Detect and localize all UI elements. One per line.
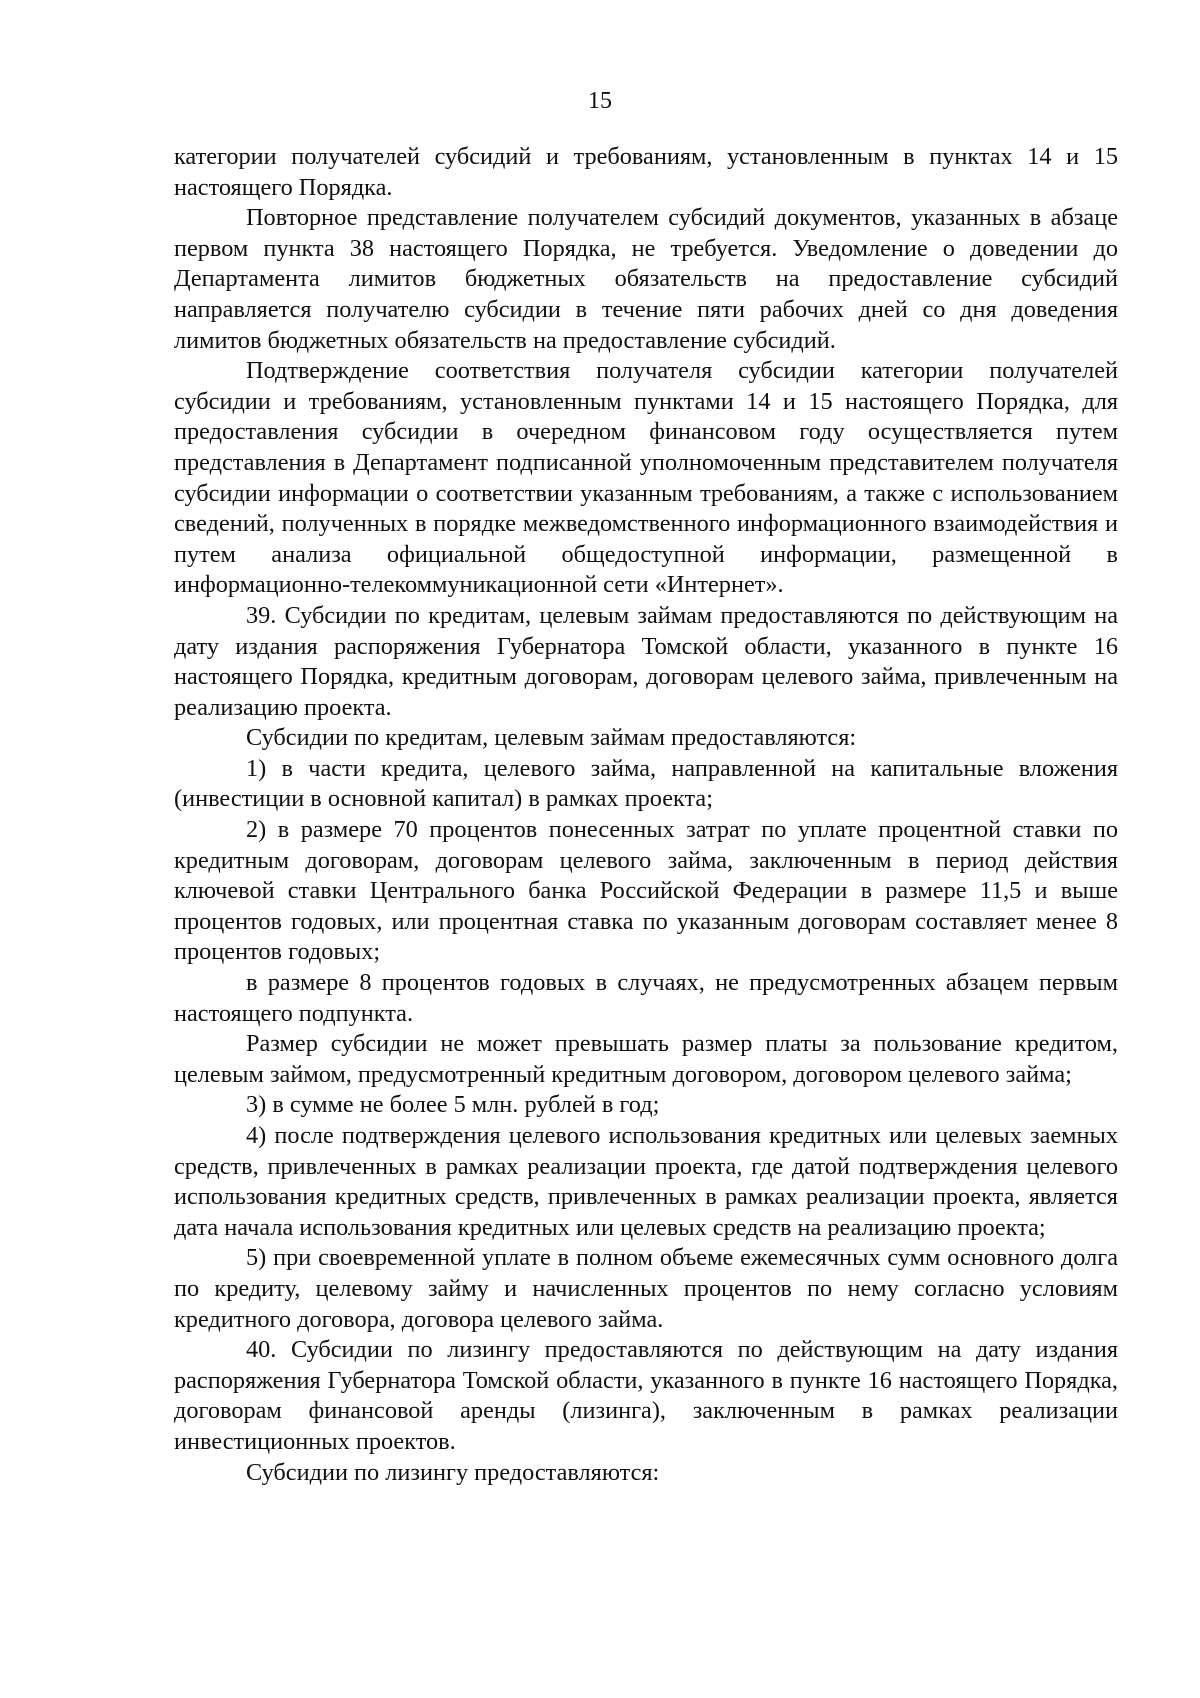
paragraph-item-4: 4) после подтверждения целевого использования кредитных или целевых заемных средств, привлеченных в рамках реализации проекта, где датой подтверждения целевого использования кредитных средств, привлеченных в рамках реализации проекта, является дата начала использования кредитных или целевых средств на реализацию проекта; [174, 1122, 1118, 1241]
paragraph: Субсидии по кредитам, целевым займам предоставляются: [246, 724, 857, 752]
paragraph: Повторное представление получателем субсидий документов, указанных в абзаце первом пункта 38 настоящего Порядка, не требуется. Уведомление о доведении до Департамента лимитов бюджетных обязательств на предоставление субсидий направляется получателю субсидии в течение пяти рабочих дней со дня доведения лимитов бюджетных обязательств на предоставление субсидий. [174, 204, 1118, 354]
page-number: 15 [588, 88, 612, 114]
paragraph: Субсидии по лизингу предоставляются: [246, 1458, 660, 1486]
paragraph-item-2: 2) в размере 70 процентов понесенных затрат по уплате процентной ставки по кредитным договорам, договорам целевого займа, заключенным в период действия ключевой ставки Центрального банка Российской Федерации в размере 11,5 и выше процентов годовых, или процентная ставка по указанным договорам составляет менее 8 процентов годовых; [174, 816, 1118, 966]
paragraph: в размере 8 процентов годовых в случаях, не предусмотренных абзацем первым настоящего подпункта. [174, 969, 1118, 1027]
paragraph-item-3: 3) в сумме не более 5 млн. рублей в год; [246, 1091, 660, 1119]
paragraph-continuation: категории получателей субсидий и требованиям, установленным в пунктах 14 и 15 настоящего Порядка. [174, 143, 1118, 201]
paragraph-clause-40: 40. Субсидии по лизингу предоставляются по действующим на дату издания распоряжения Губернатора Томской области, указанного в пункте 16 настоящего Порядка, договорам финансовой аренды (лизинга), заключенным в рамках реализации инвестиционных проектов. [174, 1336, 1118, 1455]
document-body [174, 142, 1118, 1488]
paragraph: Подтверждение соответствия получателя субсидии категории получателей субсидии и требованиям, установленным пунктами 14 и 15 настоящего Порядка, для предоставления субсидии в очередном финансовом году осуществляется путем представления в Департамент подписанной уполномоченным представителем получателя субсидии информации о соответствии указанным требованиям, а также с использованием сведений, полученных в порядке межведомственного информационного взаимодействия и путем анализа официальной общедоступной информации, размещенной в информационно-телекоммуникационной сети «Интернет». [174, 357, 1118, 599]
paragraph-clause-39: 39. Субсидии по кредитам, целевым займам предоставляются по действующим на дату издания распоряжения Губернатора Томской области, указанного в пункте 16 настоящего Порядка, кредитным договорам, договорам целевого займа, привлеченным на реализацию проекта. [174, 601, 1118, 721]
paragraph-item-1: 1) в части кредита, целевого займа, направленной на капитальные вложения (инвестиции в основной капитал) в рамках проекта; [174, 754, 1118, 813]
paragraph-item-5: 5) при своевременной уплате в полном объеме ежемесячных сумм основного долга по кредиту, целевому займу и начисленных процентов по нему согласно условиям кредитного договора, договора целевого займа. [174, 1244, 1118, 1333]
paragraph: Размер субсидии не может превышать размер платы за пользование кредитом, целевым займом, предусмотренный кредитным договором, договором целевого займа; [174, 1030, 1118, 1088]
